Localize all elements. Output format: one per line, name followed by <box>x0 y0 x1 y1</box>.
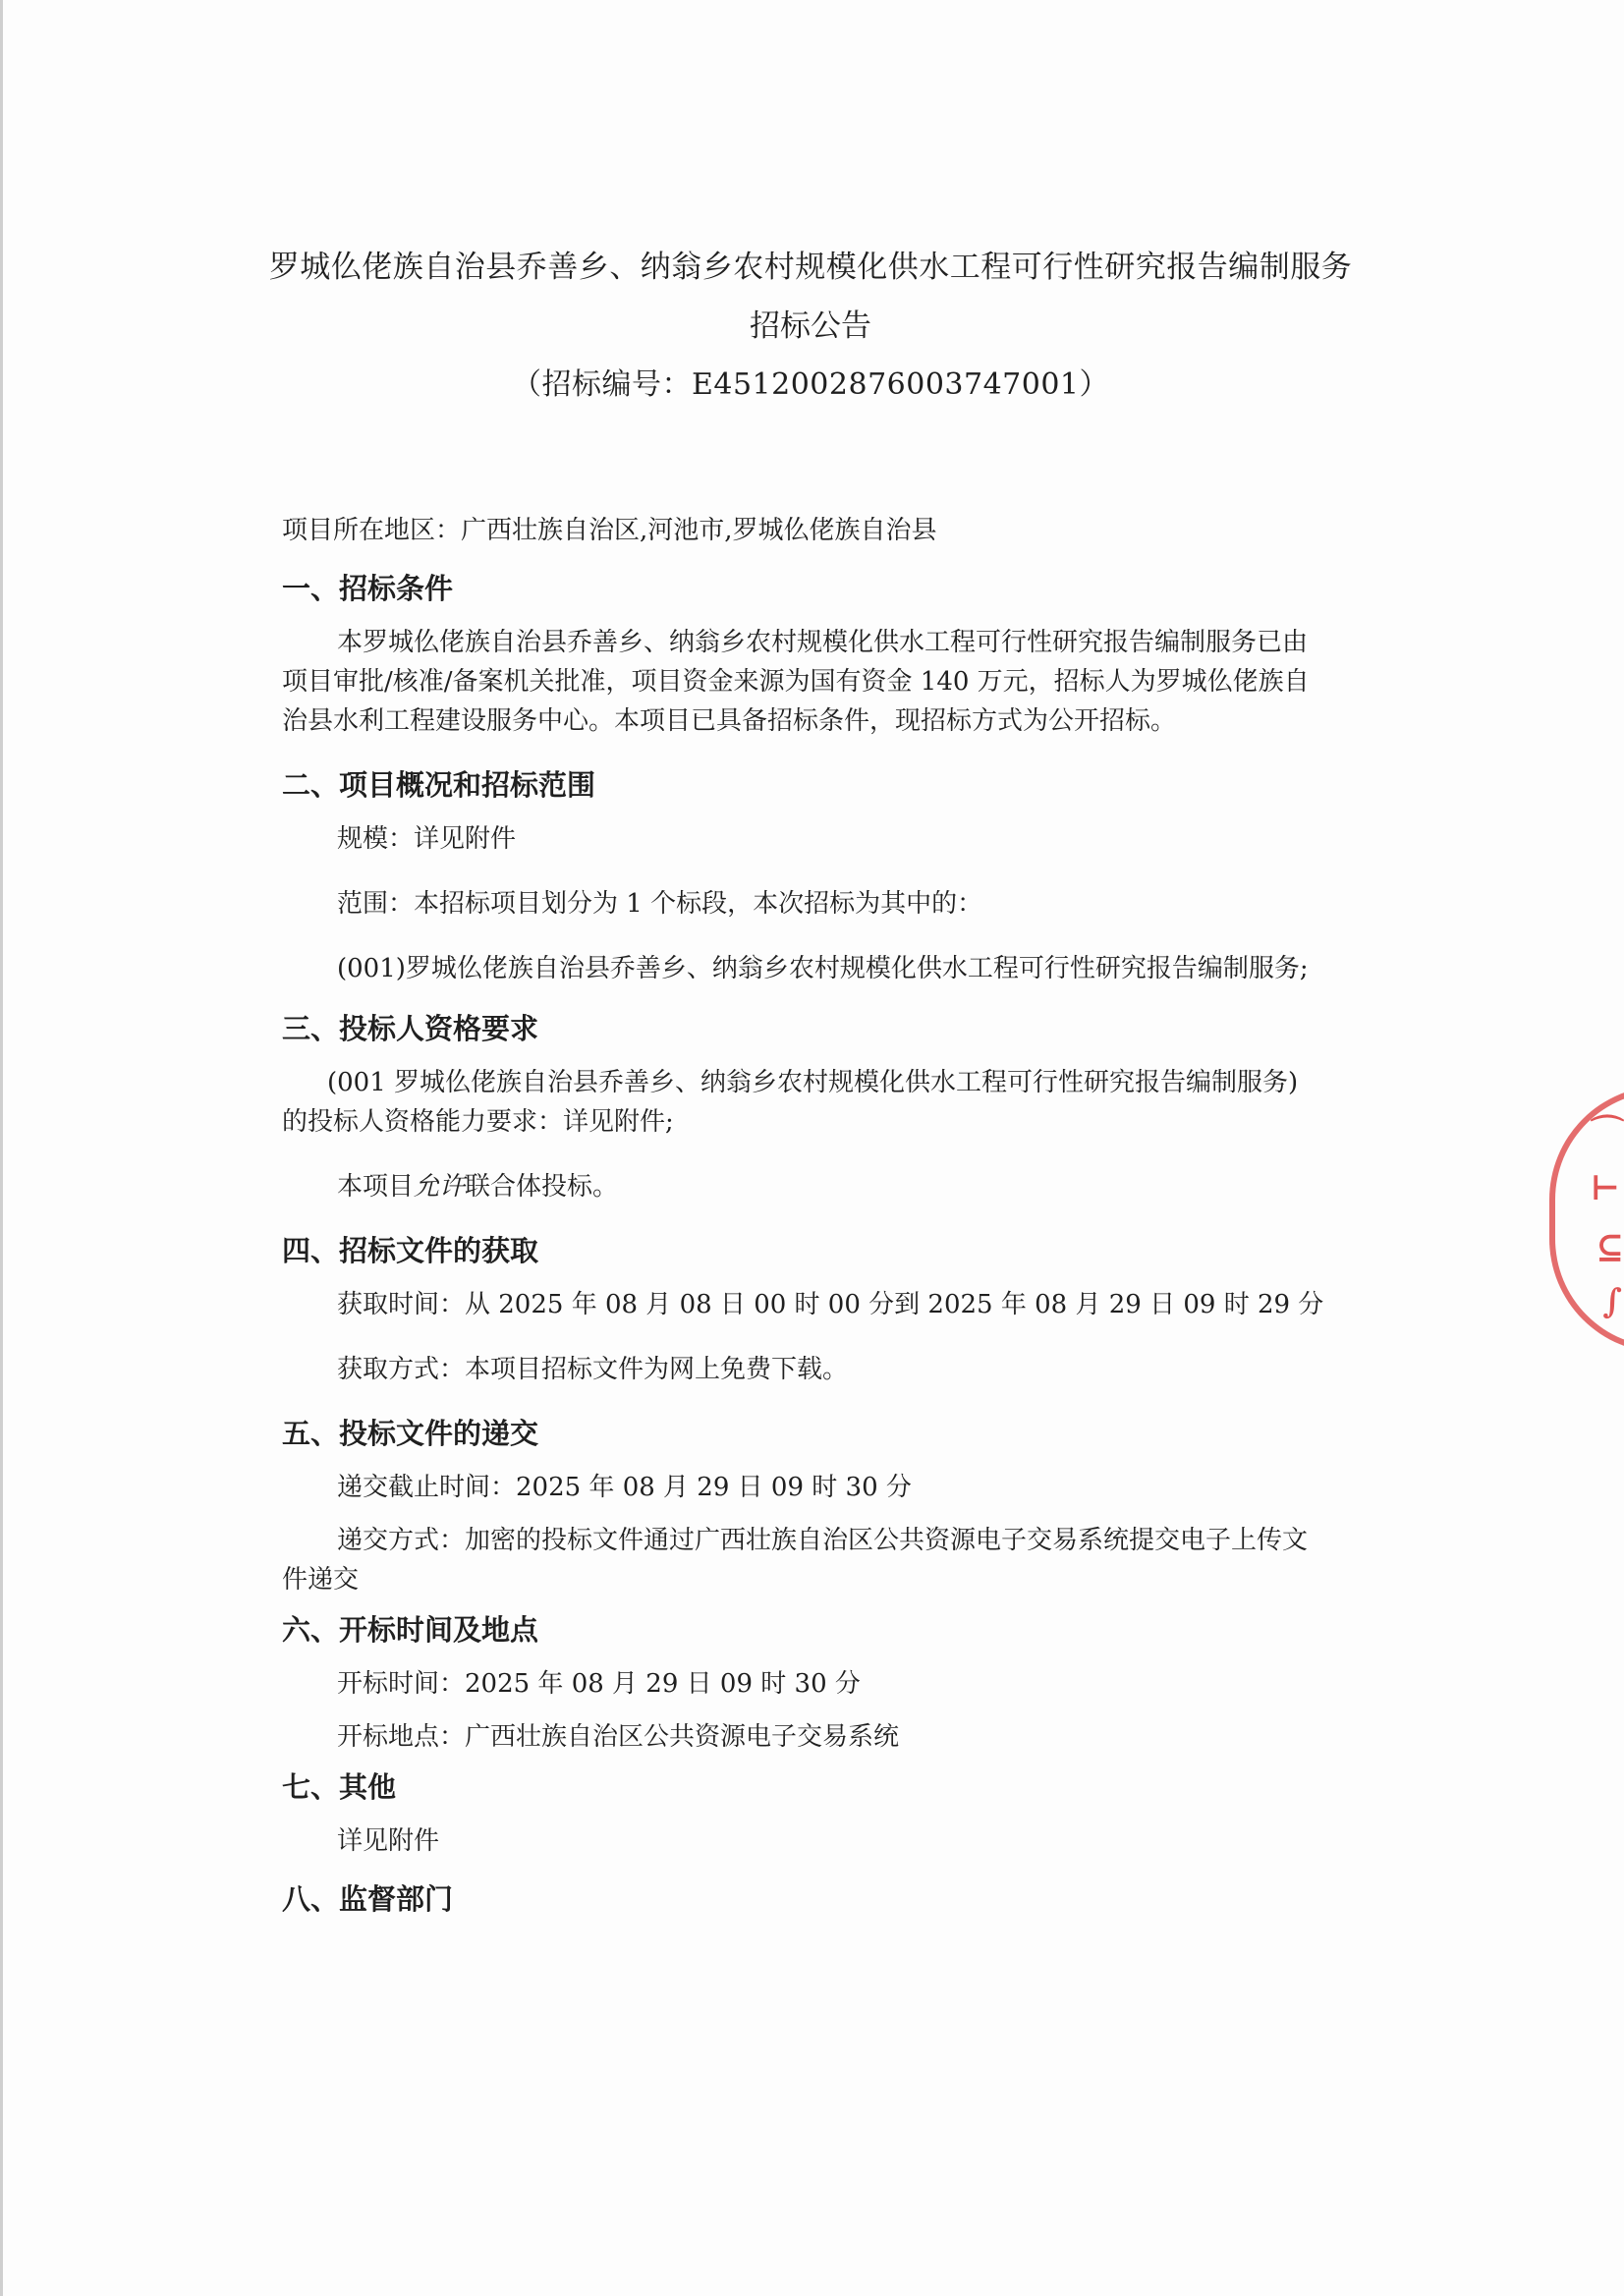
section-2-heading: 二、项目概况和招标范围 <box>282 768 596 802</box>
seal-mark: ⌒ <box>1591 1113 1624 1152</box>
section-1-line: 项目审批/核准/备案机关批准，项目资金来源为国有资金 140 万元，招标人为罗城仫佬族自 <box>282 667 1310 697</box>
qualification-line: 的投标人资格能力要求：详见附件; <box>282 1107 674 1137</box>
section-7-body <box>282 1821 1372 1861</box>
document-title: 罗城仫佬族自治县乔善乡、纳翁乡农村规模化供水工程可行性研究报告编制服务 <box>268 250 1353 285</box>
consortium-prefix: 本项目 <box>337 1172 415 1202</box>
consortium-text <box>282 1167 1372 1206</box>
seal-mark: ∫ <box>1602 1282 1622 1321</box>
section-6-body <box>282 1664 1372 1757</box>
qualification-line: (001 罗城仫佬族自治县乔善乡、纳翁乡农村规模化供水工程可行性研究报告编制服务) <box>327 1068 1299 1097</box>
section-5-heading: 五、投标文件的递交 <box>282 1417 539 1450</box>
acquisition-method: 获取方式：本项目招标文件为网上免费下载。 <box>337 1355 849 1384</box>
lot-text: (001)罗城仫佬族自治县乔善乡、纳翁乡农村规模化供水工程可行性研究报告编制服务; <box>337 954 1309 983</box>
submission-method-cont: 件递交 <box>282 1565 360 1595</box>
bid-code: （招标编号：E4512002876003747001） <box>511 367 1110 402</box>
section-2-body <box>282 819 1372 988</box>
consortium-suffix: 联合体投标。 <box>465 1172 619 1202</box>
section-8-heading: 八、监督部门 <box>282 1882 454 1916</box>
section-1-line: 本罗城仫佬族自治县乔善乡、纳翁乡农村规模化供水工程可行性研究报告编制服务已由 <box>337 628 1309 657</box>
page-edge <box>0 0 3 2296</box>
section-3-body <box>282 1063 1372 1206</box>
document-subtitle: 招标公告 <box>750 308 871 344</box>
scope-text: 范围：本招标项目划分为 1 个标段，本次招标为其中的： <box>337 889 983 919</box>
consortium-allowed: 允许 <box>414 1172 466 1202</box>
project-location: 项目所在地区：广西壮族自治区,河池市,罗城仫佬族自治县 <box>282 516 937 545</box>
section-6-heading: 六、开标时间及地点 <box>282 1613 539 1647</box>
section-4-body <box>282 1285 1372 1389</box>
acquisition-time: 获取时间：从 2025 年 08 月 08 日 00 时 00 分到 2025 年 08 月 29 日 09 时 29 分 <box>337 1290 1324 1319</box>
seal-mark: ⊆ <box>1596 1228 1624 1267</box>
opening-time: 开标时间：2025 年 08 月 29 日 09 时 30 分 <box>337 1669 861 1699</box>
title-block <box>246 242 1375 411</box>
scale-text: 规模：详见附件 <box>337 824 517 854</box>
document-body <box>282 511 1372 1933</box>
section-4-heading: 四、招标文件的获取 <box>282 1234 539 1267</box>
section-5-body <box>282 1468 1372 1599</box>
opening-place: 开标地点：广西壮族自治区公共资源电子交易系统 <box>337 1722 900 1752</box>
section-3-heading: 三、投标人资格要求 <box>282 1012 539 1045</box>
section-1-line: 治县水利工程建设服务中心。本项目已具备招标条件，现招标方式为公开招标。 <box>282 706 1177 736</box>
section-1-paragraph <box>282 623 1372 741</box>
section-7-heading: 七、其他 <box>282 1770 397 1804</box>
seal-mark: ⊢ <box>1590 1169 1620 1208</box>
submission-deadline: 递交截止时间：2025 年 08 月 29 日 09 时 30 分 <box>337 1473 912 1502</box>
section-1-heading: 一、招标条件 <box>282 572 454 605</box>
other-text: 详见附件 <box>337 1826 440 1856</box>
submission-method: 递交方式：加密的投标文件通过广西壮族自治区公共资源电子交易系统提交电子上传文 <box>337 1526 1309 1555</box>
